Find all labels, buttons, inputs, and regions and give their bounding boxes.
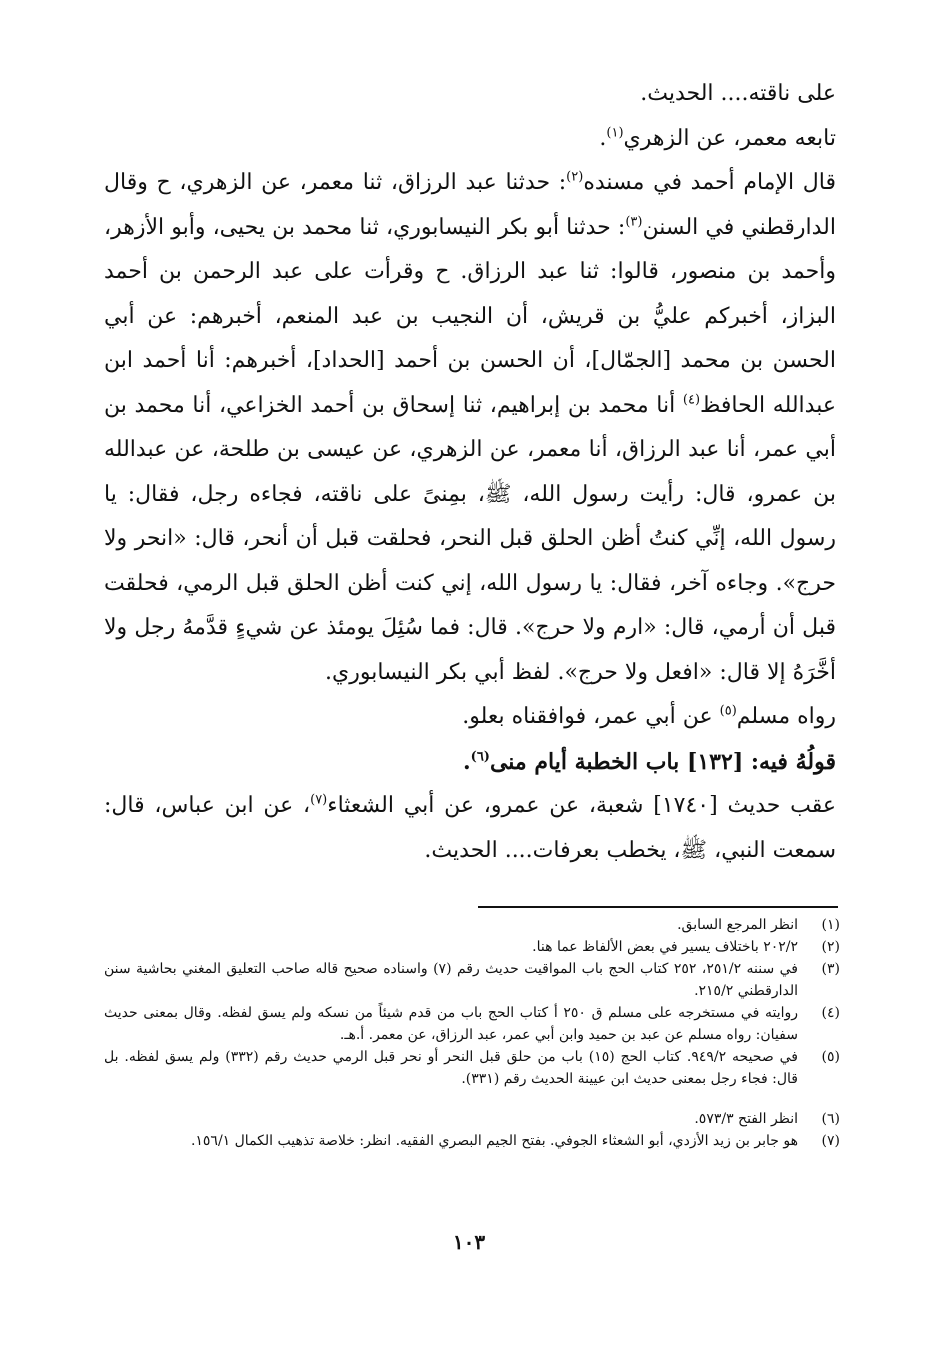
footnote-3	[104, 958, 840, 1002]
footnote-text: روايته في مستخرجه على مسلم ق ٢٥٠ أ كتاب الحج باب من قدم شيئاً من نسكه ولم يسق لفظه. وقال بمعنى حديث سفيان: رواه مسلم عن عبد بن حميد وابن أبي عمر، عبد الرزاق، عن معمر. أ.هـ.	[104, 1005, 798, 1043]
hadith-paragraph	[104, 161, 836, 695]
text-fragment: : حدثنا عبد الرزاق، ثنا معمر، عن الزهري، ح وقال الدارقطني في السنن	[104, 170, 836, 240]
footnote-7	[104, 1130, 840, 1152]
footnote-text: في سننه ٢٥١/٢، ٢٥٢ كتاب الحج باب المواقيت حديث رقم (٧) واسناده صحيح قاله صاحب التعليق المغني بحاشية سنن الدارقطني ٢١٥/٢.	[104, 961, 799, 999]
text-fragment: أنا محمد بن إبراهيم، ثنا إسحاق بن أحمد الخزاعي، أنا محمد بن أبي عمر، أنا عبد الرزاق، أنا معمر، عن الزهري، عن عيسى بن طلحة، عن عبدالله بن عمرو، قال: رأيت رسول الله، ﷺ، بمِنىً على ناقته، فجاءه رجل، فقال: يا رسول الله، إنِّي كنتُ أظن الحلق قبل النحر، فحلقت قبل أن أنحر، قال: «انحر ولا حرج». وجاءه آخر، فقال: يا رسول الله، إني كنت أظن الحلق قبل الرمي، فحلقت قبل أن أرمي، قال: «ارم ولا حرج». قال: فما سُئِلَ يومئذ عن شيءٍ قدَّمهُ رجل ولا أخَّرَهُ إلا قال: «افعل ولا حرج». لفظ أبي بكر النيسابوري.	[104, 392, 836, 685]
closing-paragraph	[104, 784, 836, 873]
footnote-ref-7[interactable]: (٧)	[310, 792, 328, 808]
text-fragment: .	[462, 748, 471, 775]
main-text	[104, 72, 836, 873]
text-fragment: رواه مسلم	[736, 704, 836, 729]
footnote-number: (١)	[821, 917, 840, 933]
text-fragment: قال الإمام أحمد في مسنده	[583, 170, 837, 195]
footnote-text: هو جابر بن زيد الأزدي، أبو الشعثاء الجوفي. بفتح الجيم البصري الفقيه. انظر: خلاصة تذهيب الكمال ١٥٦/١.	[190, 1133, 798, 1149]
footnote-ref-3[interactable]: (٣)	[625, 214, 643, 230]
muslim-paragraph	[104, 695, 836, 740]
footnote-number: (٥)	[821, 1049, 840, 1065]
footnote-4	[104, 1002, 840, 1046]
text-fragment: عقب حديث [١٧٤٠] شعبة، عن عمرو، عن أبي الشعثاء	[327, 793, 836, 818]
text-line-1	[104, 72, 836, 117]
text-fragment: على ناقته.... الحديث.	[640, 81, 836, 106]
footnote-number: (٧)	[821, 1133, 840, 1149]
footnote-ref-2[interactable]: (٢)	[566, 169, 584, 185]
footnote-2	[104, 936, 840, 958]
text-fragment: .	[599, 125, 607, 151]
text-fragment: ، عن ابن عباس، قال: سمعت النبي، ﷺ، يخطب بعرفات.... الحديث.	[104, 793, 836, 863]
footnote-number: (٢)	[821, 939, 840, 955]
footnote-1	[104, 914, 840, 936]
footnote-text: انظر الفتح ٥٧٣/٣.	[694, 1111, 798, 1127]
footnote-text: في صحيحه ٩٤٩/٢. كتاب الحج (١٥) باب من حلق قبل النحر أو نحر قبل الرمي حديث رقم (٣٣٢) ولم يسق لفظه. بل قال: فجاء رجل بمعنى حديث ابن عيينة الحديث رقم (٣٣١).	[104, 1049, 798, 1087]
footnote-ref-6[interactable]: (٦)	[470, 749, 490, 765]
footnote-ref-5[interactable]: (٥)	[719, 703, 737, 719]
text-fragment: : حدثنا أبو بكر النيسابوري، ثنا محمد بن يحيى، وأبو الأزهر، وأحمد بن منصور، قالوا: ثنا عبد الرزاق. ح وقرأت على عبد الرحمن بن أحمد البزاز، أخبركم عليُّ بن قريش، أن النجيب بن عبد المنعم، أخبرهم: عن أبي الحسن بن محمد [الجمّال]، أن الحسن بن أحمد [الحداد]، أخبرهم: أنا أحمد ابن عبدالله الحافظ	[104, 214, 836, 418]
section-heading	[104, 740, 836, 785]
footnote-text: انظر المرجع السابق.	[677, 917, 798, 933]
page-number: ١٠٣	[452, 1230, 486, 1254]
footnote-ref-4[interactable]: (٤)	[682, 392, 701, 408]
footnote-separator	[478, 906, 838, 908]
footnote-number: (٣)	[821, 961, 840, 977]
text-fragment: تابعه معمر، عن الزهري	[623, 125, 836, 151]
footnote-number: (٦)	[821, 1111, 840, 1127]
text-fragment: عن أبي عمر، فوافقناه بعلو.	[462, 704, 720, 729]
text-line-2	[104, 117, 836, 162]
footnote-number: (٤)	[821, 1005, 840, 1021]
footnote-6	[104, 1108, 840, 1130]
footnote-5	[104, 1046, 840, 1090]
footnote-text: ٢٠٢/٢ باختلاف يسير في بعض الألفاظ عما هنا.	[532, 939, 798, 955]
footnotes	[104, 914, 840, 1152]
footnote-ref-1[interactable]: (١)	[606, 125, 624, 141]
text-fragment: قولُهُ فيه: [١٣٢] باب الخطبة أيام منى	[489, 748, 836, 775]
